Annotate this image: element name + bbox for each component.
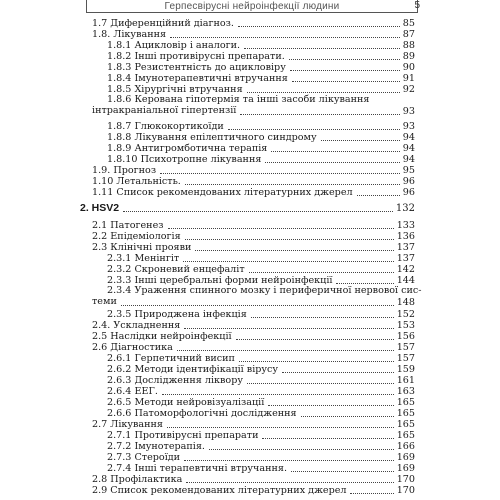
toc-entry-page: 94 [402,143,415,154]
toc-entry [0,286,500,308]
toc-entry-title: 2.9 Список рекомендованих літературних джерел [92,485,347,496]
toc-entry-page: 96 [402,187,415,198]
leader-dots [123,200,393,212]
leader-dots [121,294,394,306]
toc-entry-title: 2.6.2 Методи ідентифікації вірусу [107,364,279,375]
toc-entry [0,132,500,143]
toc-entry-page: 148 [396,297,415,308]
toc-entry [0,397,500,408]
toc-entry-page: 157 [396,342,415,353]
toc-entry [0,95,500,117]
toc-entry-title: 1.8.3 Резистентність до ацикловіру [107,62,286,73]
toc-entry-page: 144 [396,275,415,286]
toc-entry-title: 1.8.4 Імунотерапевтичні втручання [107,73,288,84]
toc-entry-page: 96 [402,176,415,187]
toc-entry-page: 169 [396,463,415,474]
leader-dots [357,184,400,196]
toc-entry-page: 165 [396,419,415,430]
toc-entry [0,62,500,73]
toc-entry-title: 2.6.1 Герпетичний висип [107,353,235,364]
toc-entry-title-continued: теми [92,296,117,307]
toc-entry-page: 93 [402,106,415,117]
toc-entry-title: 1.7 Диференційний діагноз. [92,18,234,29]
toc-entry [0,452,500,463]
toc-entry [0,40,500,51]
toc-entry-title: 1.11 Список рекомендованих літературних джерел [92,187,353,198]
toc-entry-title: 1.8.10 Психотропне лікування [107,154,262,165]
leader-dots [240,103,400,115]
toc-entry-title: 2.7.1 Противірусні препарати [107,430,259,441]
toc-entry-title: 1.8.5 Хірургічні втручання [107,84,243,95]
running-title: Герпесвірусні нейроінфекції людини [164,0,340,12]
toc-entry-page: 166 [396,441,415,452]
toc-entry-page: 132 [395,203,415,214]
toc-entry [0,143,500,154]
toc-entry-page: 152 [396,309,415,320]
toc-entry-title: 1.8.6 Керована гіпотермія та інші засоби лікування [107,94,370,105]
toc-entry-page: 88 [402,40,415,51]
toc-entry-page: 142 [396,264,415,275]
toc-entry-title: 2.6.5 Методи нейровізуалізації [107,397,265,408]
toc-entry-page: 133 [396,220,415,231]
toc-entry-page: 89 [402,51,415,62]
toc-entry-title: 2.4. Ускладнення [92,320,181,331]
toc-entry-title: 1.8.1 Ацикловір і аналоги. [107,40,241,51]
toc-entry-page: 169 [396,452,415,463]
toc-entry-title: 2.8 Профілактика [92,474,183,485]
toc-entry-title: 2.7.2 Імунотерапія. [107,441,205,452]
toc-entry [0,176,500,187]
toc-entry-page: 85 [402,18,415,29]
toc-entry [0,121,500,132]
toc-entry-page: 94 [402,154,415,165]
toc-entry-page: 163 [396,386,415,397]
toc-entry-title: 2. HSV2 [80,202,120,214]
toc-entry-title: 2.5 Наслідки нейроінфекції [92,331,232,342]
toc-entry-page: 87 [402,29,415,40]
toc-entry-title: 2.7 Лікування [92,419,163,430]
toc-entry-title: 2.7.3 Стероїди [107,452,181,463]
toc-entry-title: 1.8.2 Інші противірусні препарати. [107,51,285,62]
toc-entry-title: 2.2 Епідеміологія [92,231,181,242]
toc-entry [0,485,500,496]
toc-entry-page: 157 [396,353,415,364]
toc-entry-title: 2.6.3 Дослідження ліквору [107,375,243,386]
toc-entry-title: 1.10 Летальність. [92,176,181,187]
toc-entry-page: 137 [396,253,415,264]
toc-entry-page: 93 [402,121,415,132]
toc-entry-page: 153 [396,320,415,331]
toc-entry-page: 159 [396,364,415,375]
toc-entry-title: 1.9. Прогноз [92,165,157,176]
toc-entry [0,203,500,214]
toc-entry-title: 2.3.2 Скроневий енцефаліт [107,264,245,275]
toc-entry-page: 170 [396,485,415,496]
toc-entry-title: 2.3.1 Менінгіт [107,253,180,264]
toc-entry [0,353,500,364]
leader-dots [350,482,394,494]
toc-entry-page: 94 [402,132,415,143]
toc-entry-title: 2.6.6 Патоморфологічні дослідження [107,408,297,419]
toc-entry-title: 2.7.4 Інші терапевтичні втручання. [107,463,288,474]
toc-entry-page: 137 [396,242,415,253]
toc-entry-title: 2.3.3 Інші церебральні форми нейроінфекції [107,275,333,286]
toc-entry-title: 1.8. Лікування [92,29,167,40]
toc-entry [0,264,500,275]
toc-entry-title: 2.6.4 ЕЕГ. [107,386,158,397]
page-number: 5 [414,0,420,11]
toc-entry-title: 1.8.7 Глюкокортикоїди [107,121,224,132]
toc-entry [0,51,500,62]
toc-entry [0,474,500,485]
toc-entry [0,187,500,198]
toc-entry-title: 2.3 Клінічні прояви [92,242,192,253]
toc-entry-page: 92 [402,84,415,95]
toc-entry [0,419,500,430]
toc-entry [0,386,500,397]
toc-entry-page: 156 [396,331,415,342]
toc-entry-page: 165 [396,408,415,419]
toc-entry-title: 2.3.4 Ураження спинного мозку і периферичної нервової сис- [107,285,422,296]
toc-entry-page: 170 [396,474,415,485]
toc-entry-title-continued: інтракраніальної гіпертензії [92,105,237,116]
toc-entry-page: 161 [396,375,415,386]
toc-entry-page: 165 [396,430,415,441]
toc-entry-title: 2.1 Патогенез [92,220,164,231]
toc-entry-page: 95 [402,165,415,176]
toc-entry-page: 90 [402,62,415,73]
toc-entry-title: 1.8.9 Антигромботична терапія [107,143,268,154]
leader-dots [336,272,394,284]
toc-entry-page: 136 [396,231,415,242]
toc-entry-title: 1.8.8 Лікування епілептичного синдрому [107,132,317,143]
leader-dots [247,81,400,93]
toc-entry-page: 91 [402,73,415,84]
toc-entry-page: 165 [396,397,415,408]
toc-entry-title: 2.3.5 Природжена інфекція [107,309,247,320]
toc-entry-title: 2.6 Діагностика [92,342,173,353]
